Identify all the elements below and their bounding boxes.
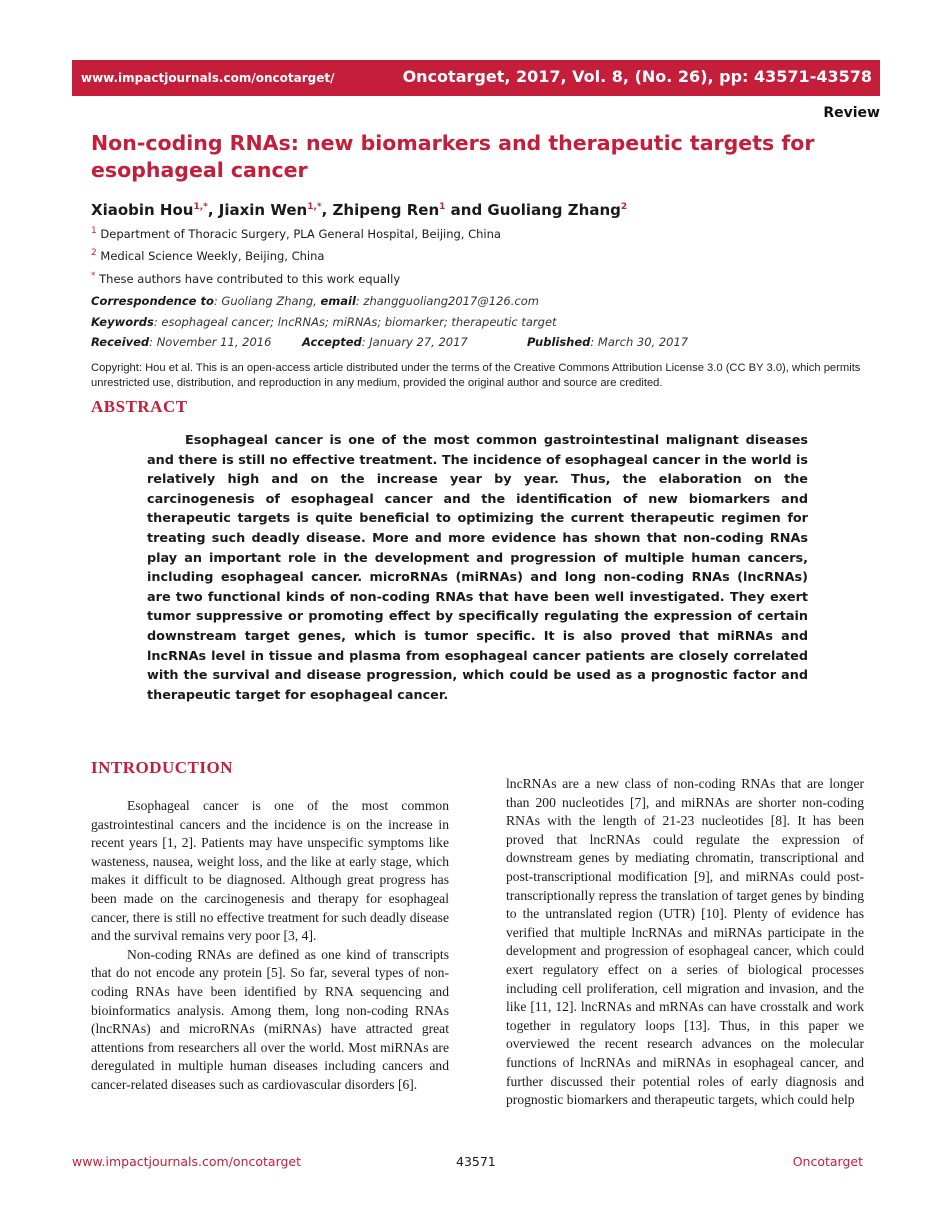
correspondence-label: Correspondence to <box>91 294 214 308</box>
accepted-date <box>302 335 468 349</box>
author-name: Xiaobin Hou <box>91 201 194 219</box>
citation-info: Oncotarget, 2017, Vol. 8, (No. 26), pp: 43571-43578 <box>402 67 872 86</box>
affiliation-text: These authors have contributed to this work equally <box>99 271 401 286</box>
author-mark: 1,* <box>193 202 208 212</box>
published-label: Published <box>527 335 591 349</box>
journal-url-link[interactable]: www.impactjournals.com/oncotarget/ <box>81 71 335 85</box>
introduction-heading: INTRODUCTION <box>91 758 234 777</box>
author-name: Jiaxin Wen <box>218 201 308 219</box>
left-column <box>91 797 449 1095</box>
email-label: email <box>320 294 356 308</box>
author-mark: 1,* <box>307 202 322 212</box>
affiliation-text: Department of Thoracic Surgery, PLA General Hospital, Beijing, China <box>100 226 501 241</box>
footer-journal: Oncotarget <box>792 1154 863 1169</box>
keywords-label: Keywords <box>91 315 154 329</box>
article-title: Non-coding RNAs: new biomarkers and therapeutic targets for esophageal cancer <box>91 131 815 182</box>
author-name: Zhipeng Ren <box>332 201 440 219</box>
affiliation-text: Medical Science Weekly, Beijing, China <box>100 248 325 263</box>
affiliation <box>91 248 324 263</box>
accepted-label: Accepted <box>302 335 362 349</box>
affiliation <box>91 226 501 241</box>
keywords <box>91 315 557 329</box>
accepted-value: : January 27, 2017 <box>361 335 468 349</box>
right-column <box>506 775 864 1110</box>
copyright-notice: Copyright: Hou et al. This is an open-access article distributed under the terms of the Creative Commons Attribution License 3.0 (CC BY 3.0), which permits unrestricted use, distribution, and reproduction in any medium, provided the original author and source are credited. <box>91 362 861 389</box>
author-name: Guoliang Zhang <box>487 201 621 219</box>
abstract-heading: ABSTRACT <box>91 397 188 416</box>
correspondence <box>91 294 539 308</box>
received-label: Received <box>91 335 150 349</box>
correspondence-name: : Guoliang Zhang, <box>213 294 321 308</box>
affiliation-mark: 1 <box>91 226 97 236</box>
author-separator: , <box>207 201 219 219</box>
published-date <box>527 335 688 349</box>
received-value: : November 11, 2016 <box>149 335 272 349</box>
author-separator: and <box>445 201 488 219</box>
author-mark: 1 <box>439 202 446 212</box>
body-paragraph: Non-coding RNAs are defined as one kind of transcripts that do not encode any protein [5]. So far, several types of non-coding RNAs have been identified by RNA sequencing and bioinformatics analysis. Among them, long non-coding RNAs (lncRNAs) and microRNAs (miRNAs) have attracted great attentions from researchers all over the world. Most miRNAs are deregulated in multiple human diseases including cancers and cancer-related diseases such as cardiovascular disorders [6]. <box>91 946 449 1092</box>
affiliation-mark: 2 <box>91 248 97 258</box>
affiliation <box>91 271 400 286</box>
author-separator: , <box>321 201 333 219</box>
received-date <box>91 335 271 349</box>
author-mark: 2 <box>620 202 628 212</box>
body-paragraph: lncRNAs are a new class of non-coding RNAs that are longer than 200 nucleotides [7], and miRNAs are shorter non-coding RNAs with the length of 21-23 nucleotides [8]. It has been proved that lncRNAs could regulate the expression of downstream genes by mediating chromatin, transcriptional and post-transcriptional modification [9], and miRNAs could post-transcriptionally repress the translation of target genes by binding to the untranslated region (UTR) [10]. Plenty of evidence has verified that multiple lncRNAs and miRNAs participate in the development and progression of esophageal cancer, which could exert regulatory effect on a series of biological processes including cell proliferation, cell migration and invasion, and the like [11, 12]. lncRNAs and mRNAs can have crosstalk and work together in regulatory loops [13]. Thus, in this paper we overviewed the recent research advances on the molecular functions of lncRNAs and miRNAs in esophageal cancer, and further discussed their potential roles of early diagnosis and prognostic biomarkers and therapeutic targets, which could help <box>506 776 864 1108</box>
published-value: : March 30, 2017 <box>590 335 689 349</box>
body-paragraph: Esophageal cancer is one of the most common gastrointestinal cancers and the incidence is on the increase in recent years [1, 2]. Patients may have unspecific symptoms like wasteness, nausea, weight loss, and the like at early stage, which makes it difficult to be diagnosed. Although great progress has been made on the carcinogenesis and therapy for esophageal cancer, there is still no effective treatment for such deadly disease and the survival remains very poor [3, 4]. <box>91 798 449 944</box>
article-type: Review <box>823 105 880 121</box>
keywords-text: : esophageal cancer; lncRNAs; miRNAs; biomarker; therapeutic target <box>153 315 557 329</box>
footer-url-link[interactable]: www.impactjournals.com/oncotarget <box>72 1154 302 1169</box>
correspondence-email[interactable]: : zhangguoliang2017@126.com <box>355 294 539 308</box>
abstract-text: Esophageal cancer is one of the most common gastrointestinal malignant diseases and there is still no effective treatment. The incidence of esophageal cancer in the world is relatively high and on the increase year by year. Thus, the elaboration on the carcinogenesis of esophageal cancer and the identification of new biomarkers and therapeutic targets is quite beneficial to optimizing the current therapeutic regimen for treating such deadly disease. More and more evidence has shown that non-coding RNAs play an important role in the development and progression of multiple human cancers, including esophageal cancer. microRNAs (miRNAs) and long non-coding RNAs (lncRNAs) are two functional kinds of non-coding RNAs that have been well investigated. They exert tumor suppressive or promoting effect by specifically regulating the expression of certain downstream target genes, which is tumor specific. It is also proved that miRNAs and lncRNAs level in tissue and plasma from esophageal cancer patients are closely correlated with the survival and disease progression, which could be used as a prognostic factor and therapeutic target for esophageal cancer. <box>147 433 808 703</box>
author-list <box>91 201 627 219</box>
page-number: 43571 <box>456 1154 496 1169</box>
affiliation-mark: * <box>91 271 96 281</box>
journal-banner <box>72 60 880 96</box>
